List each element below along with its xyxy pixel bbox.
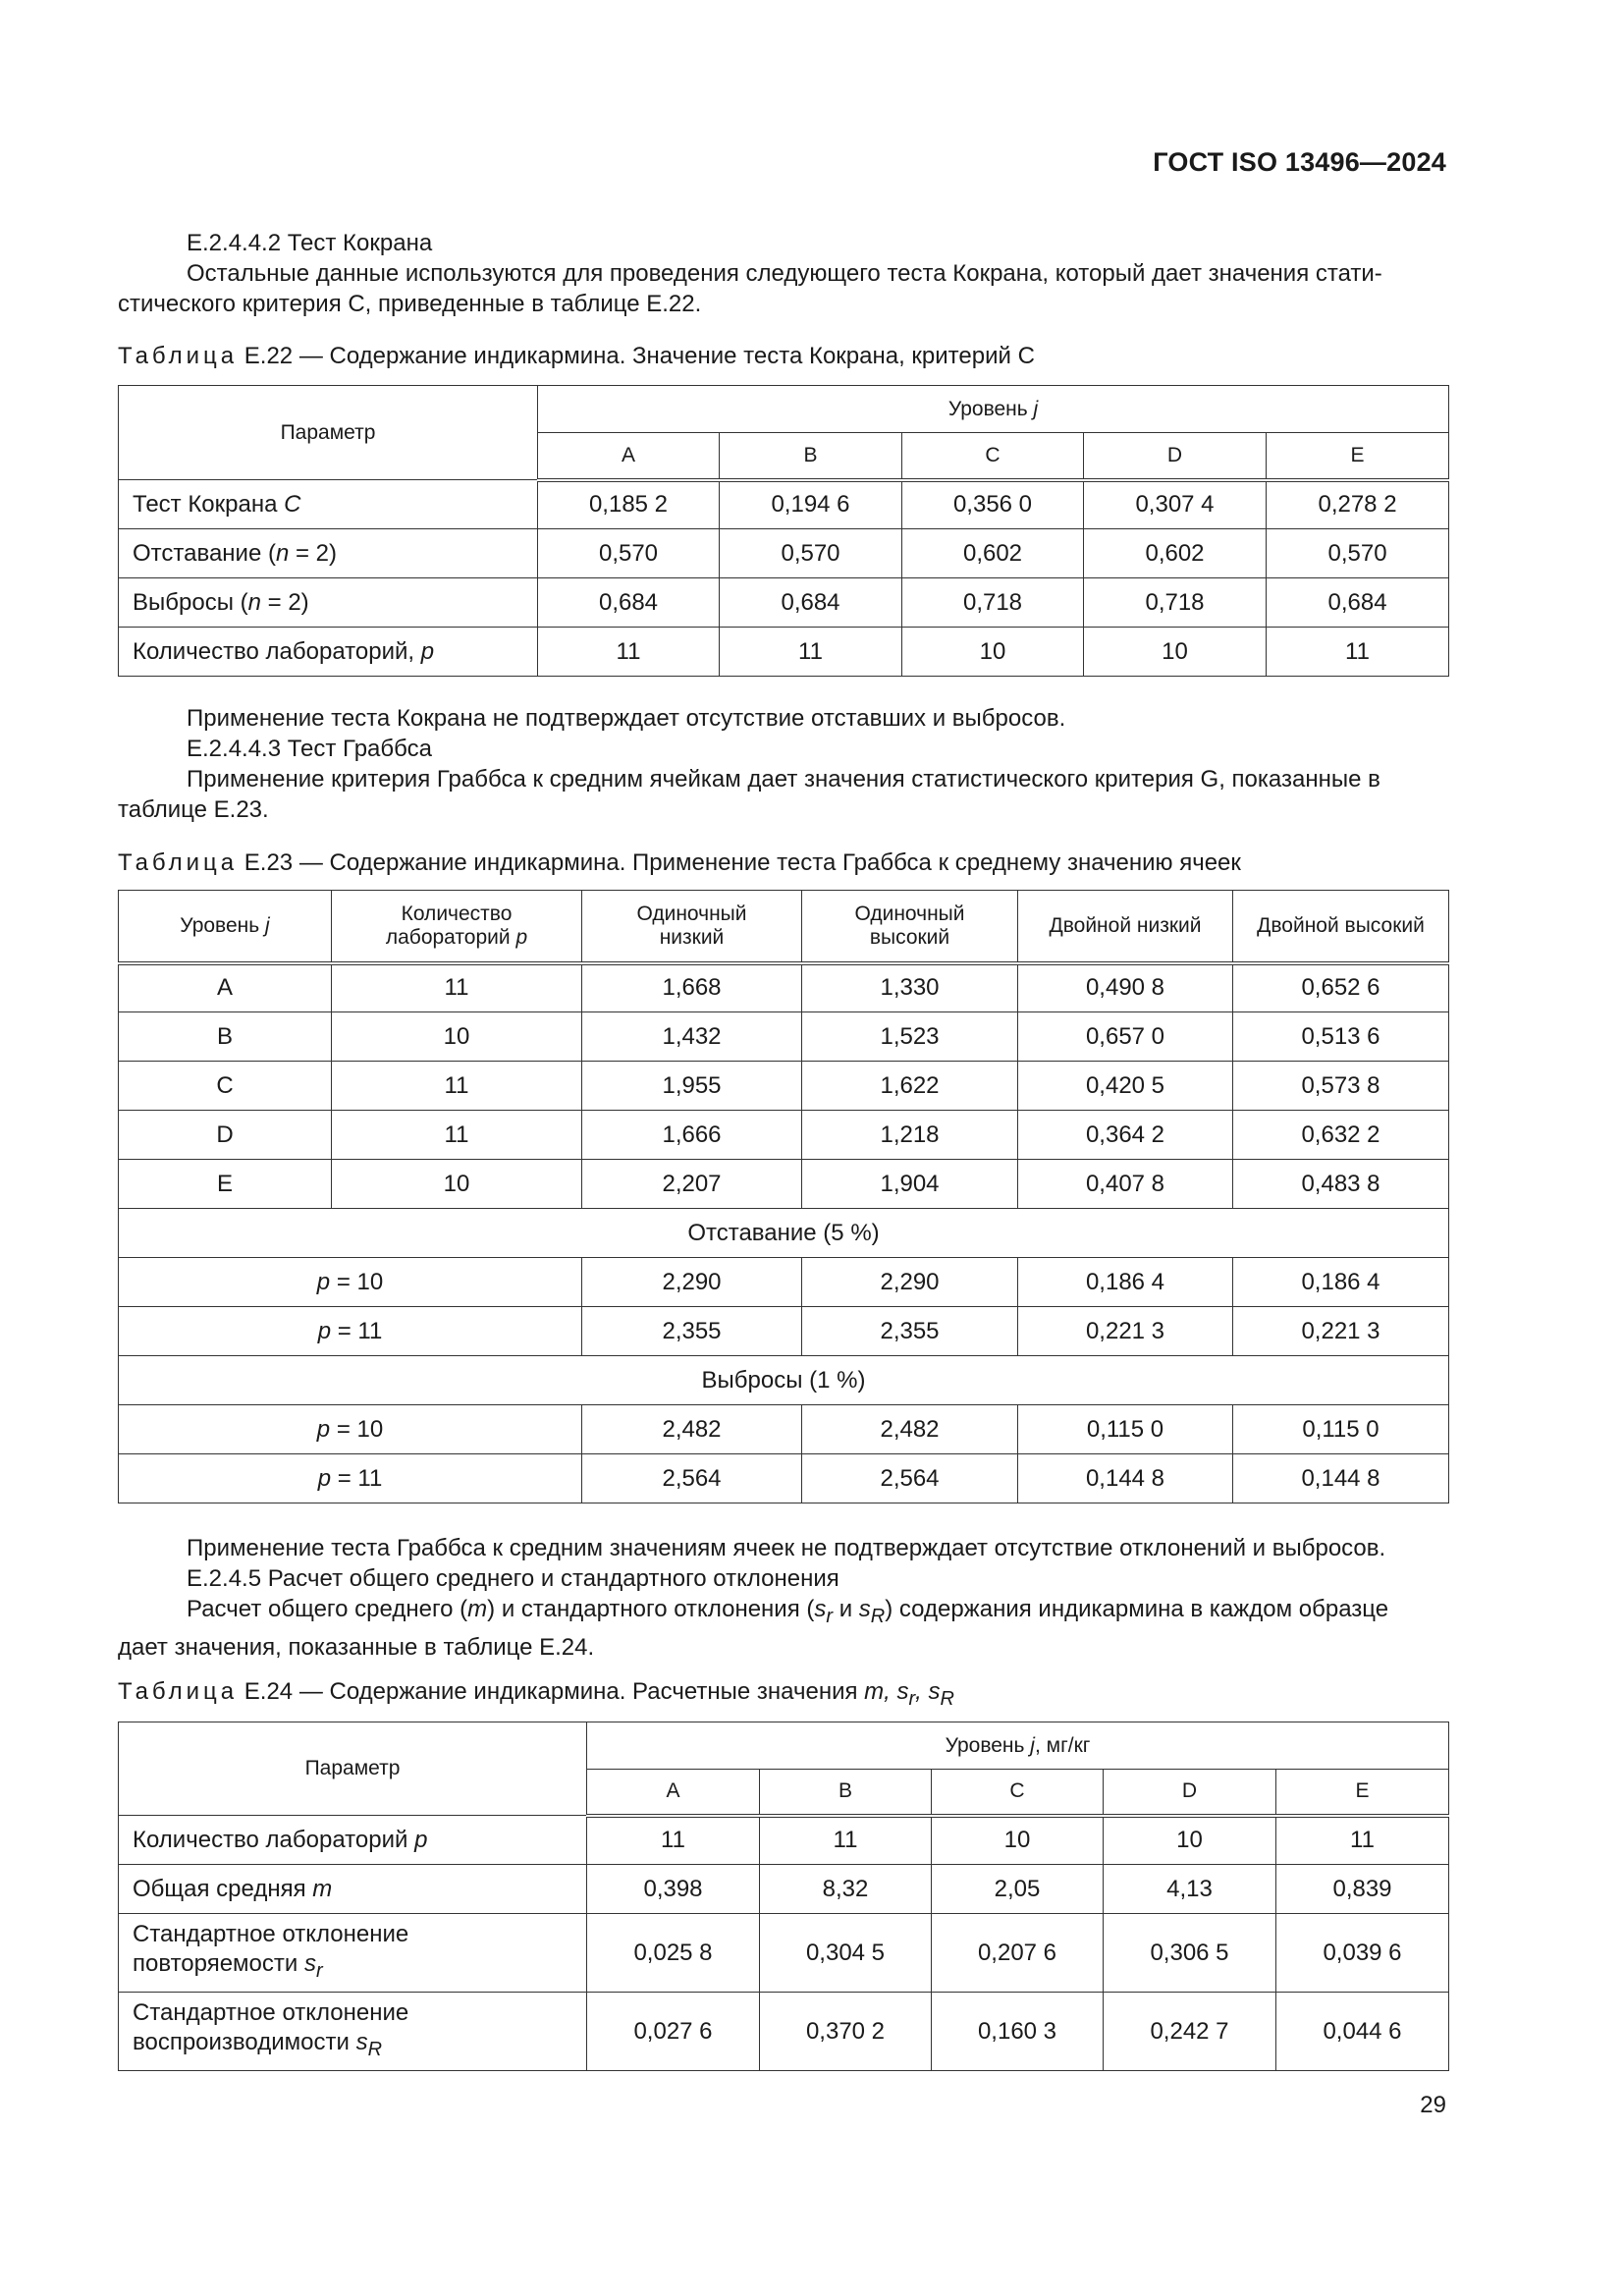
cell: 0,242 7	[1104, 1993, 1276, 2071]
cell: 0,420 5	[1018, 1062, 1233, 1111]
level-col-header: D	[1104, 1770, 1276, 1816]
cell: 0,490 8	[1018, 963, 1233, 1012]
cell: 0,570	[538, 529, 720, 578]
cell: C	[119, 1062, 332, 1111]
row-label: Общая средняя m	[119, 1865, 587, 1914]
section-e245	[118, 1533, 1448, 1663]
caption-label: Таблица	[118, 1678, 239, 1705]
cell: 0,160 3	[932, 1993, 1104, 2071]
cell: 8,32	[760, 1865, 932, 1914]
section-e2443	[118, 703, 1448, 825]
table-row	[119, 1993, 1449, 2071]
level-col-header: B	[720, 433, 902, 480]
cell: E	[119, 1160, 332, 1209]
cell: 11	[1267, 628, 1449, 677]
table-row	[119, 1307, 1449, 1356]
section-row-outliers	[119, 1356, 1449, 1405]
cell: 0,025 8	[587, 1914, 760, 1993]
level-col-header: D	[1084, 433, 1267, 480]
cell: 1,523	[802, 1012, 1018, 1062]
cell: 0,684	[1267, 578, 1449, 628]
p-label: p = 10	[119, 1405, 582, 1454]
cell: 1,666	[582, 1111, 802, 1160]
cell: 0,718	[1084, 578, 1267, 628]
p-label: p = 10	[119, 1258, 582, 1307]
paragraph: Остальные данные используются для проведения следующего теста Кокрана, который дает значения стати-	[187, 260, 1382, 287]
page-number: 29	[1420, 2092, 1446, 2118]
cell: 0,718	[902, 578, 1084, 628]
cell: 2,564	[582, 1454, 802, 1503]
cell: 0,657 0	[1018, 1012, 1233, 1062]
caption-label: Таблица	[118, 343, 239, 369]
caption-text: E.24 — Содержание индикармина. Расчетные значения	[238, 1678, 865, 1705]
level-col-header: C	[932, 1770, 1104, 1816]
cell: 0,632 2	[1233, 1111, 1449, 1160]
table-e23-caption	[118, 848, 1241, 878]
cell: 0,364 2	[1018, 1111, 1233, 1160]
cell: 2,355	[582, 1307, 802, 1356]
table-row	[119, 1405, 1449, 1454]
section-row-lag	[119, 1209, 1449, 1258]
level-header: Уровень j, мг/кг	[587, 1722, 1449, 1770]
cell: 0,115 0	[1233, 1405, 1449, 1454]
cell: 0,144 8	[1018, 1454, 1233, 1503]
table-row	[119, 1914, 1449, 1993]
table-row	[119, 1111, 1449, 1160]
level-col-header: C	[902, 433, 1084, 480]
double-low-header: Двойной низкий	[1018, 891, 1233, 963]
single-low-header: Одиночный низкий	[582, 891, 802, 963]
cell: 2,355	[802, 1307, 1018, 1356]
double-high-header: Двойной высокий	[1233, 891, 1449, 963]
row-label: Выбросы (n = 2)	[119, 578, 538, 628]
cell: 1,955	[582, 1062, 802, 1111]
cell: 2,290	[582, 1258, 802, 1307]
p-label: p = 11	[119, 1454, 582, 1503]
table-e24-caption: Таблица E.24 — Содержание индикармина. Расчетные значения m, $s_r$, $s_R$	[118, 1678, 954, 1710]
cell: 10	[332, 1160, 582, 1209]
level-col-header: B	[760, 1770, 932, 1816]
cell: 1,904	[802, 1160, 1018, 1209]
cell: 0,044 6	[1276, 1993, 1449, 2071]
cell: 0,039 6	[1276, 1914, 1449, 1993]
cell: 2,482	[802, 1405, 1018, 1454]
paragraph: Применение критерия Граббса к средним ячейкам дает значения статистического критерия G, показанные в	[187, 766, 1380, 793]
cell: 0,684	[538, 578, 720, 628]
paragraph: Применение теста Граббса к средним значениям ячеек не подтверждает отсутствие отклонений и выбросов.	[187, 1535, 1386, 1561]
cell: 2,05	[932, 1865, 1104, 1914]
table-e22	[118, 385, 1449, 677]
cell: 0,573 8	[1233, 1062, 1449, 1111]
cell: 0,304 5	[760, 1914, 932, 1993]
row-label: Отставание (n = 2)	[119, 529, 538, 578]
row-label: Стандартное отклонение воспроизводимости $s_R$	[119, 1993, 587, 2071]
cell: 11	[720, 628, 902, 677]
table-row	[119, 1454, 1449, 1503]
cell: 2,564	[802, 1454, 1018, 1503]
cell: 0,186 4	[1018, 1258, 1233, 1307]
cell: 0,684	[720, 578, 902, 628]
cell: 0,307 4	[1084, 480, 1267, 529]
cell: 11	[538, 628, 720, 677]
level-col-header: E	[1276, 1770, 1449, 1816]
level-col-header: A	[587, 1770, 760, 1816]
section-label: Выбросы (1 %)	[119, 1356, 1449, 1405]
cell: 10	[932, 1816, 1104, 1865]
cell: 1,668	[582, 963, 802, 1012]
labs-header: Количество лабораторий p	[332, 891, 582, 963]
cell: 0,194 6	[720, 480, 902, 529]
cell: 0,602	[902, 529, 1084, 578]
table-row	[119, 1865, 1449, 1914]
cell: 1,218	[802, 1111, 1018, 1160]
cell: 0,185 2	[538, 480, 720, 529]
table-e24	[118, 1722, 1449, 2071]
section-heading: E.2.4.5 Расчет общего среднего и стандартного отклонения	[187, 1565, 839, 1592]
table-e23	[118, 890, 1449, 1503]
cell: 10	[332, 1012, 582, 1062]
cell: 0,207 6	[932, 1914, 1104, 1993]
cell: 11	[587, 1816, 760, 1865]
single-high-header: Одиночный высокий	[802, 891, 1018, 963]
cell: 0,356 0	[902, 480, 1084, 529]
paragraph-continuation: таблице E.23.	[118, 796, 269, 823]
cell: 0,370 2	[760, 1993, 932, 2071]
cell: 0,570	[720, 529, 902, 578]
cell: 0,278 2	[1267, 480, 1449, 529]
cell: 0,839	[1276, 1865, 1449, 1914]
paragraph-continuation: стического критерия C, приведенные в таблице E.22.	[118, 291, 702, 317]
cell: 2,207	[582, 1160, 802, 1209]
table-row	[119, 529, 1449, 578]
table-e22-caption	[118, 342, 1035, 371]
row-label: Тест Кокрана C	[119, 480, 538, 529]
cell: 11	[1276, 1816, 1449, 1865]
row-label: Количество лабораторий, p	[119, 628, 538, 677]
cell: 11	[332, 963, 582, 1012]
cell: 0,483 8	[1233, 1160, 1449, 1209]
cell: 11	[332, 1062, 582, 1111]
paragraph: Применение теста Кокрана не подтверждает отсутствие отставших и выбросов.	[187, 705, 1066, 732]
paragraph-continuation: дает значения, показанные в таблице E.24.	[118, 1633, 595, 1661]
cell: 0,115 0	[1018, 1405, 1233, 1454]
cell: 0,221 3	[1233, 1307, 1449, 1356]
cell: D	[119, 1111, 332, 1160]
level-col-header: A	[538, 433, 720, 480]
cell: 0,186 4	[1233, 1258, 1449, 1307]
cell: 0,570	[1267, 529, 1449, 578]
cell: 0,513 6	[1233, 1012, 1449, 1062]
param-header: Параметр	[119, 1722, 587, 1816]
cell: 0,398	[587, 1865, 760, 1914]
p-label: p = 11	[119, 1307, 582, 1356]
table-row	[119, 480, 1449, 529]
cell: 10	[1104, 1816, 1276, 1865]
table-row	[119, 1816, 1449, 1865]
row-label: Стандартное отклонение повторяемости $s_r$	[119, 1914, 587, 1993]
cell: 1,622	[802, 1062, 1018, 1111]
table-row	[119, 1012, 1449, 1062]
caption-text: E.23 — Содержание индикармина. Применение теста Граббса к среднему значению ячеек	[238, 849, 1241, 876]
cell: 1,330	[802, 963, 1018, 1012]
section-e2442	[118, 228, 1448, 319]
cell: 4,13	[1104, 1865, 1276, 1914]
caption-text: E.22 — Содержание индикармина. Значение теста Кокрана, критерий C	[238, 343, 1035, 369]
cell: 0,306 5	[1104, 1914, 1276, 1993]
cell: 0,602	[1084, 529, 1267, 578]
level-header: Уровень j	[538, 386, 1449, 433]
cell: 2,482	[582, 1405, 802, 1454]
section-heading: E.2.4.4.2 Тест Кокрана	[187, 230, 433, 256]
cell: 1,432	[582, 1012, 802, 1062]
cell: 0,407 8	[1018, 1160, 1233, 1209]
cell: 11	[760, 1816, 932, 1865]
table-row	[119, 963, 1449, 1012]
section-heading: E.2.4.4.3 Тест Граббса	[187, 736, 432, 762]
paragraph: Расчет общего среднего (m) и стандартного отклонения ($s_r$ и $s_R$) содержания индикармина в каждом образце	[187, 1596, 1389, 1627]
cell: 11	[332, 1111, 582, 1160]
cell: 0,027 6	[587, 1993, 760, 2071]
table-row	[119, 1062, 1449, 1111]
table-row	[119, 578, 1449, 628]
cell: 2,290	[802, 1258, 1018, 1307]
table-row	[119, 1258, 1449, 1307]
cell: 0,221 3	[1018, 1307, 1233, 1356]
row-label: Количество лабораторий p	[119, 1816, 587, 1865]
level-col-header: E	[1267, 433, 1449, 480]
standard-header: ГОСТ ISO 13496—2024	[1153, 147, 1446, 177]
cell: 0,144 8	[1233, 1454, 1449, 1503]
cell: 0,652 6	[1233, 963, 1449, 1012]
cell: 10	[1084, 628, 1267, 677]
table-row	[119, 1160, 1449, 1209]
cell: B	[119, 1012, 332, 1062]
cell: 10	[902, 628, 1084, 677]
level-header: Уровень j	[119, 891, 332, 963]
section-label: Отставание (5 %)	[119, 1209, 1449, 1258]
param-header: Параметр	[119, 386, 538, 480]
table-row	[119, 628, 1449, 677]
caption-label: Таблица	[118, 849, 239, 876]
cell: A	[119, 963, 332, 1012]
